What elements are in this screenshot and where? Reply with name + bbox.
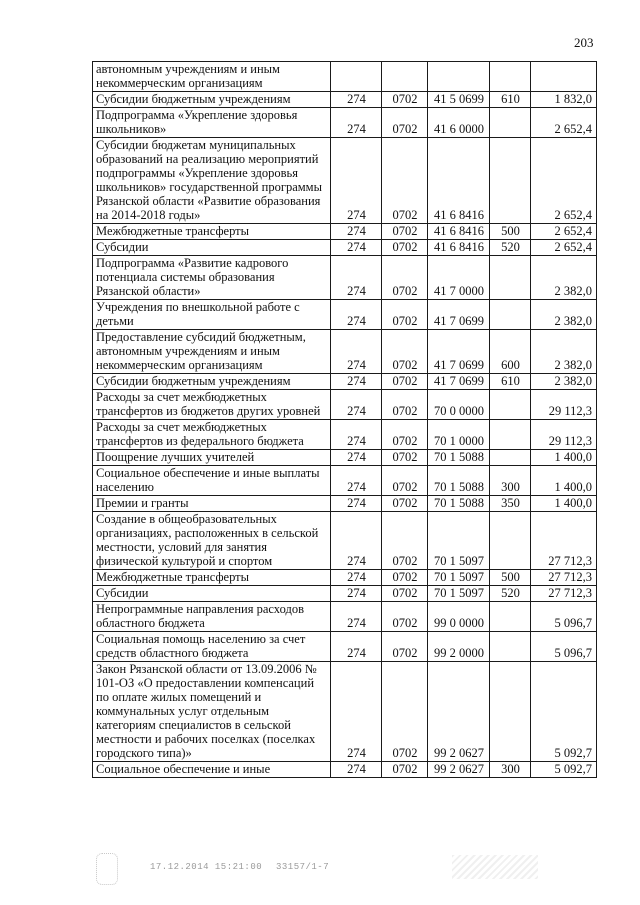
cell-name: Поощрение лучших учителей [93, 450, 331, 466]
cell-sum: 1 832,0 [531, 92, 597, 108]
cell-grbs: 274 [331, 374, 382, 390]
cell-csr [428, 62, 490, 92]
table-body [93, 62, 597, 778]
cell-csr: 70 1 5097 [428, 570, 490, 586]
table-row [93, 466, 597, 496]
cell-rzpr: 0702 [382, 420, 428, 450]
cell-vr: 600 [490, 330, 531, 374]
cell-csr: 99 2 0627 [428, 662, 490, 762]
cell-name: Расходы за счет межбюджетных трансфертов из бюджетов других уровней [93, 390, 331, 420]
cell-sum: 29 112,3 [531, 390, 597, 420]
cell-csr: 41 6 8416 [428, 138, 490, 224]
cell-rzpr: 0702 [382, 330, 428, 374]
cell-rzpr: 0702 [382, 240, 428, 256]
cell-vr: 350 [490, 496, 531, 512]
cell-csr: 70 0 0000 [428, 390, 490, 420]
cell-sum: 27 712,3 [531, 512, 597, 570]
cell-name: Субсидии бюджетным учреждениям [93, 374, 331, 390]
cell-grbs: 274 [331, 586, 382, 602]
cell-grbs: 274 [331, 466, 382, 496]
cell-csr: 70 1 5088 [428, 466, 490, 496]
cell-grbs: 274 [331, 570, 382, 586]
cell-name: Создание в общеобразовательных организациях, расположенных в сельской местности, условий для занятия физической культурой и спортом [93, 512, 331, 570]
cell-rzpr: 0702 [382, 300, 428, 330]
cell-sum: 5 092,7 [531, 762, 597, 778]
cell-grbs: 274 [331, 602, 382, 632]
cell-sum: 2 382,0 [531, 256, 597, 300]
scan-mark-right [452, 855, 538, 879]
budget-table [92, 61, 597, 778]
table-row [93, 224, 597, 240]
table-row [93, 374, 597, 390]
cell-rzpr: 0702 [382, 602, 428, 632]
cell-sum: 2 652,4 [531, 138, 597, 224]
cell-rzpr: 0702 [382, 466, 428, 496]
cell-vr: 500 [490, 570, 531, 586]
footer-code: 33157/1-7 [276, 862, 330, 872]
cell-vr: 300 [490, 466, 531, 496]
cell-csr: 41 7 0699 [428, 330, 490, 374]
cell-rzpr: 0702 [382, 586, 428, 602]
cell-name: автономным учреждениям и иным некоммерческим организациям [93, 62, 331, 92]
cell-sum: 2 382,0 [531, 374, 597, 390]
cell-vr: 500 [490, 224, 531, 240]
cell-csr: 70 1 5088 [428, 450, 490, 466]
cell-rzpr: 0702 [382, 662, 428, 762]
table-row [93, 496, 597, 512]
cell-name: Закон Рязанской области от 13.09.2006 № 101-ОЗ «О предоставлении компенсаций по оплате жилых помещений и коммунальных услуг отдельным категориям специалистов в сельской местности и рабочих поселках (поселках городского типа)» [93, 662, 331, 762]
cell-grbs: 274 [331, 138, 382, 224]
cell-sum: 5 092,7 [531, 662, 597, 762]
cell-name: Расходы за счет межбюджетных трансфертов из федерального бюджета [93, 420, 331, 450]
table-row [93, 586, 597, 602]
cell-name: Субсидии [93, 240, 331, 256]
cell-csr: 41 7 0699 [428, 374, 490, 390]
cell-name: Подпрограмма «Укрепление здоровья школьников» [93, 108, 331, 138]
cell-name: Субсидии бюджетам муниципальных образований на реализацию мероприятий подпрограммы «Укрепление здоровья школьников» государственной программы Рязанской области «Развитие образования на 2014-2018 годы» [93, 138, 331, 224]
cell-name: Премии и гранты [93, 496, 331, 512]
cell-vr [490, 300, 531, 330]
cell-vr: 610 [490, 92, 531, 108]
cell-name: Социальное обеспечение и иные выплаты населению [93, 466, 331, 496]
table-row [93, 602, 597, 632]
cell-vr [490, 256, 531, 300]
cell-grbs: 274 [331, 762, 382, 778]
cell-sum: 2 652,4 [531, 108, 597, 138]
cell-name: Межбюджетные трансферты [93, 570, 331, 586]
cell-vr [490, 390, 531, 420]
cell-sum: 27 712,3 [531, 570, 597, 586]
cell-csr: 99 0 0000 [428, 602, 490, 632]
cell-csr: 99 2 0000 [428, 632, 490, 662]
cell-grbs: 274 [331, 92, 382, 108]
cell-name: Субсидии [93, 586, 331, 602]
cell-grbs: 274 [331, 450, 382, 466]
cell-csr: 41 6 0000 [428, 108, 490, 138]
footer-date: 17.12.2014 15:21:00 [150, 862, 263, 872]
cell-grbs: 274 [331, 662, 382, 762]
table-row [93, 632, 597, 662]
cell-grbs: 274 [331, 496, 382, 512]
cell-vr: 610 [490, 374, 531, 390]
cell-name: Непрограммные направления расходов областного бюджета [93, 602, 331, 632]
cell-rzpr: 0702 [382, 224, 428, 240]
cell-name: Подпрограмма «Развитие кадрового потенциала системы образования Рязанской области» [93, 256, 331, 300]
cell-grbs: 274 [331, 224, 382, 240]
scan-mark-left [96, 853, 118, 885]
cell-vr [490, 420, 531, 450]
cell-csr: 41 6 8416 [428, 224, 490, 240]
table-row [93, 240, 597, 256]
cell-sum: 1 400,0 [531, 450, 597, 466]
table-row [93, 62, 597, 92]
table-row [93, 762, 597, 778]
cell-grbs: 274 [331, 390, 382, 420]
cell-rzpr: 0702 [382, 512, 428, 570]
cell-sum: 1 400,0 [531, 466, 597, 496]
cell-vr: 520 [490, 240, 531, 256]
cell-vr [490, 632, 531, 662]
table-row [93, 450, 597, 466]
cell-rzpr: 0702 [382, 450, 428, 466]
cell-grbs [331, 62, 382, 92]
cell-rzpr: 0702 [382, 374, 428, 390]
cell-name: Межбюджетные трансферты [93, 224, 331, 240]
cell-name: Субсидии бюджетным учреждениям [93, 92, 331, 108]
cell-csr: 99 2 0627 [428, 762, 490, 778]
cell-sum: 1 400,0 [531, 496, 597, 512]
cell-vr [490, 62, 531, 92]
cell-rzpr: 0702 [382, 632, 428, 662]
cell-name: Предоставление субсидий бюджетным, автономным учреждениям и иным некоммерческим организациям [93, 330, 331, 374]
cell-rzpr: 0702 [382, 496, 428, 512]
table-row [93, 570, 597, 586]
table-row [93, 512, 597, 570]
cell-rzpr: 0702 [382, 390, 428, 420]
cell-sum: 29 112,3 [531, 420, 597, 450]
table-row [93, 300, 597, 330]
cell-grbs: 274 [331, 512, 382, 570]
page-number: 203 [574, 35, 594, 50]
cell-rzpr: 0702 [382, 92, 428, 108]
cell-csr: 41 5 0699 [428, 92, 490, 108]
cell-sum [531, 62, 597, 92]
table-row [93, 662, 597, 762]
cell-name: Социальное обеспечение и иные [93, 762, 331, 778]
table-row [93, 108, 597, 138]
cell-rzpr: 0702 [382, 256, 428, 300]
cell-sum: 2 652,4 [531, 224, 597, 240]
cell-csr: 70 1 0000 [428, 420, 490, 450]
cell-grbs: 274 [331, 240, 382, 256]
cell-csr: 41 7 0000 [428, 256, 490, 300]
table-row [93, 256, 597, 300]
cell-name: Учреждения по внешкольной работе с детьми [93, 300, 331, 330]
cell-vr [490, 138, 531, 224]
cell-vr [490, 512, 531, 570]
table-row [93, 138, 597, 224]
cell-vr: 300 [490, 762, 531, 778]
cell-sum: 27 712,3 [531, 586, 597, 602]
cell-vr [490, 108, 531, 138]
cell-vr [490, 662, 531, 762]
cell-grbs: 274 [331, 256, 382, 300]
table-row [93, 390, 597, 420]
cell-grbs: 274 [331, 420, 382, 450]
cell-sum: 5 096,7 [531, 602, 597, 632]
cell-rzpr: 0702 [382, 570, 428, 586]
cell-csr: 70 1 5088 [428, 496, 490, 512]
cell-grbs: 274 [331, 330, 382, 374]
cell-sum: 2 382,0 [531, 330, 597, 374]
table-row [93, 330, 597, 374]
cell-csr: 41 7 0699 [428, 300, 490, 330]
cell-name: Социальная помощь населению за счет средств областного бюджета [93, 632, 331, 662]
cell-csr: 41 6 8416 [428, 240, 490, 256]
cell-csr: 70 1 5097 [428, 586, 490, 602]
cell-rzpr: 0702 [382, 108, 428, 138]
cell-sum: 2 652,4 [531, 240, 597, 256]
cell-vr: 520 [490, 586, 531, 602]
table-row [93, 92, 597, 108]
cell-sum: 2 382,0 [531, 300, 597, 330]
cell-grbs: 274 [331, 108, 382, 138]
cell-grbs: 274 [331, 300, 382, 330]
cell-vr [490, 602, 531, 632]
cell-rzpr: 0702 [382, 762, 428, 778]
table-row [93, 420, 597, 450]
cell-sum: 5 096,7 [531, 632, 597, 662]
cell-grbs: 274 [331, 632, 382, 662]
cell-rzpr: 0702 [382, 138, 428, 224]
cell-vr [490, 450, 531, 466]
cell-csr: 70 1 5097 [428, 512, 490, 570]
cell-rzpr [382, 62, 428, 92]
